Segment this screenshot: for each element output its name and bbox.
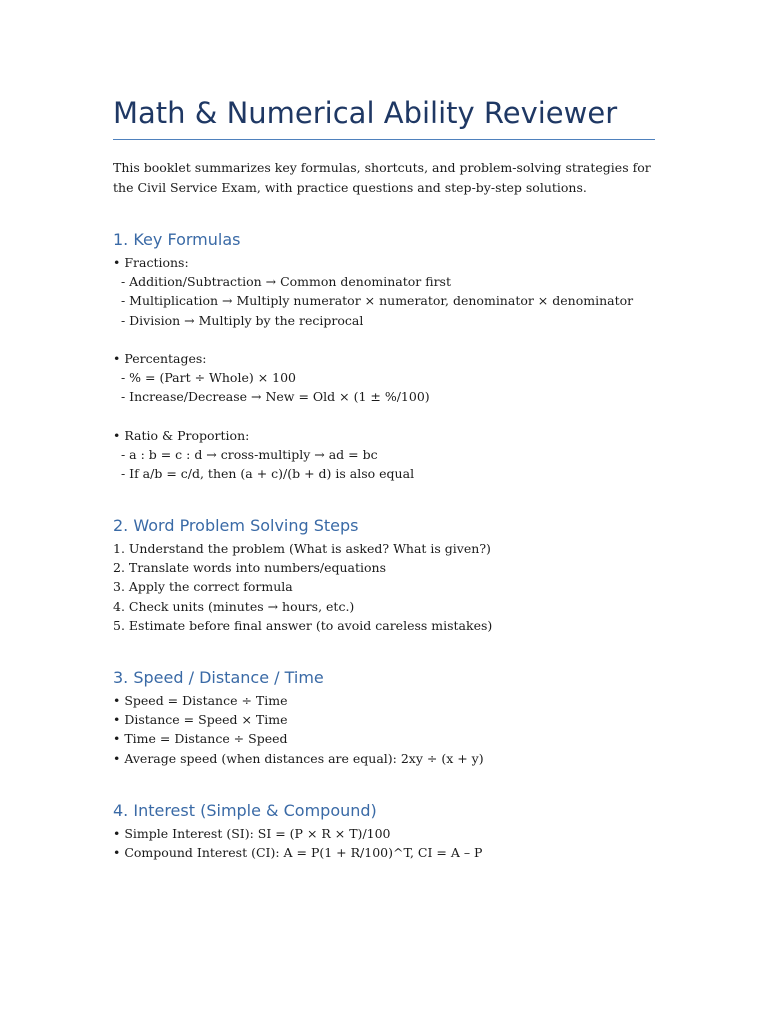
section-line: - Addition/Subtraction → Common denominator first <box>113 274 451 290</box>
section-body-word-problem-steps <box>113 539 492 635</box>
section-line: • Speed = Distance ÷ Time <box>113 693 288 708</box>
section-line: - Multiplication → Multiply numerator × numerator, denominator × denominator <box>113 293 634 309</box>
title-underline <box>113 139 655 140</box>
section-line: • Distance = Speed × Time <box>113 712 288 728</box>
section-line: - Increase/Decrease → New = Old × (1 ± %/100) <box>113 389 430 405</box>
section-line: - a : b = c : d → cross-multiply → ad = bc <box>113 446 378 462</box>
section-line: 5. Estimate before final answer (to avoid careless mistakes) <box>113 617 493 633</box>
section-line: • Fractions: <box>113 255 189 270</box>
section-line: 3. Apply the correct formula <box>113 579 293 595</box>
section-line: • Average speed (when distances are equal): 2xy ÷ (x + y) <box>113 750 484 766</box>
document-title: Math & Numerical Ability Reviewer <box>113 96 618 130</box>
section-body-speed-distance-time <box>113 691 484 768</box>
section-body-key-formulas <box>113 253 633 483</box>
section-body-interest <box>113 824 482 862</box>
intro-paragraph: This booklet summarizes key formulas, shortcuts, and problem-solving strategies for the Civil Service Exam, with practice questions and step-by-step solutions. <box>113 160 651 195</box>
section-line: 4. Check units (minutes → hours, etc.) <box>113 598 355 614</box>
section-line: • Compound Interest (CI): A = P(1 + R/100)^T, CI = A – P <box>113 845 483 861</box>
section-heading-word-problem-steps: 2. Word Problem Solving Steps <box>113 516 359 535</box>
section-line: • Ratio & Proportion: <box>113 427 250 443</box>
section-heading-interest: 4. Interest (Simple & Compound) <box>113 801 377 820</box>
section-heading-speed-distance-time: 3. Speed / Distance / Time <box>113 668 324 687</box>
section-heading-key-formulas: 1. Key Formulas <box>113 230 241 249</box>
section-line: 2. Translate words into numbers/equations <box>113 560 387 576</box>
blank-line <box>113 407 633 426</box>
section-line: • Time = Distance ÷ Speed <box>113 731 288 747</box>
section-line: 1. Understand the problem (What is asked? What is given?) <box>113 541 491 556</box>
section-line: - Division → Multiply by the reciprocal <box>113 312 364 328</box>
section-line: • Simple Interest (SI): SI = (P × R × T)/100 <box>113 826 391 841</box>
section-line: - If a/b = c/d, then (a + c)/(b + d) is also equal <box>113 466 415 482</box>
section-line: - % = (Part ÷ Whole) × 100 <box>113 370 297 386</box>
section-line: • Percentages: <box>113 350 207 366</box>
blank-line <box>113 330 633 349</box>
